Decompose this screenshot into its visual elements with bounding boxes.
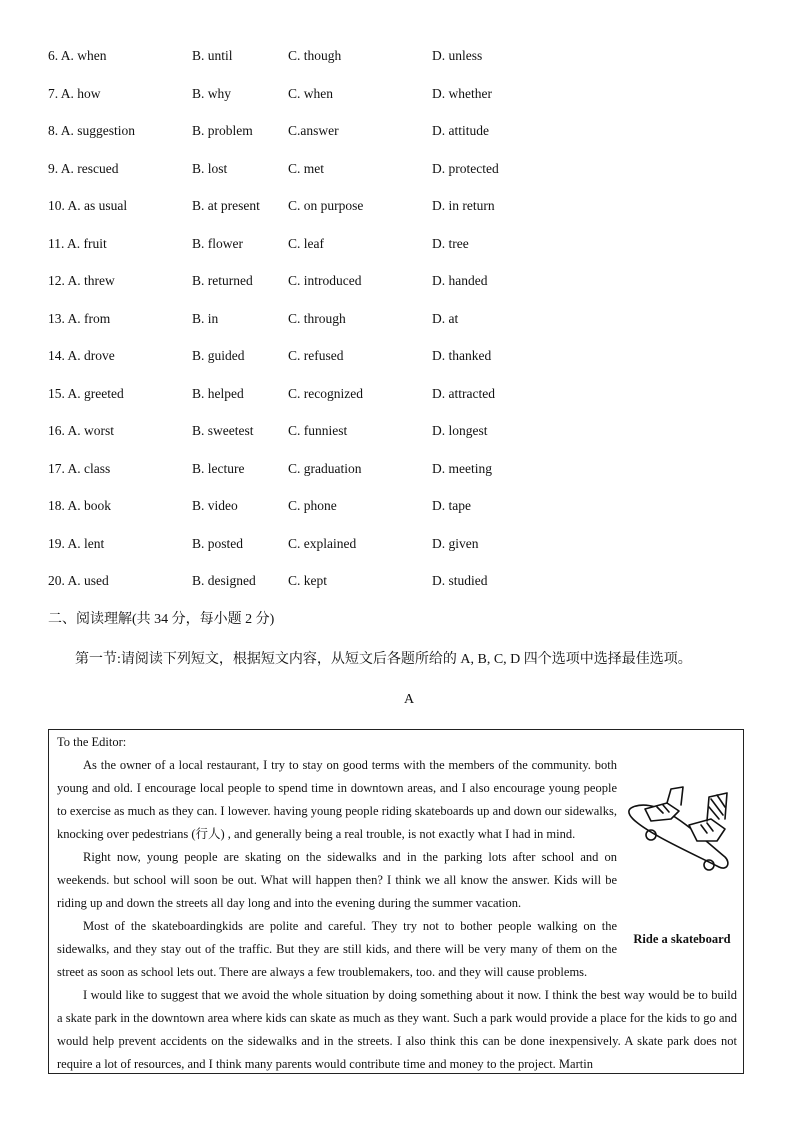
option-d: D. tape — [432, 498, 471, 513]
option-c: C. leaf — [288, 235, 324, 251]
question-row — [48, 156, 748, 194]
option-c: C. met — [288, 160, 324, 176]
option-d: D. unless — [432, 48, 483, 63]
option-b: B. problem — [192, 123, 253, 138]
option-c: C. on purpose — [288, 198, 364, 213]
option-b: B. returned — [192, 273, 253, 288]
option-b: B. sweetest — [192, 423, 254, 438]
question-row — [48, 568, 748, 606]
option-a: 9. A. rescued — [48, 160, 119, 176]
letter-paragraph: I would like to suggest that we avoid the whole situation by doing something about it now. I think the best way would be to build a skate park in the downtown area where kids can skate as much as they want. Such a park would provide a place for the kids to go and would help prevent accidents on the sidewalks and in the streets. I also think this can be done inexpensively. A skate park does not require a lot of resources, and I think many parents would contribute time and money to the project. Martin — [57, 988, 737, 1071]
question-row — [48, 81, 748, 119]
option-a: 6. A. when — [48, 48, 107, 63]
option-a: 15. A. greeted — [48, 385, 124, 401]
question-options-list — [48, 43, 748, 606]
option-a: 7. A. how — [48, 85, 101, 101]
option-b: B. lost — [192, 160, 228, 176]
option-b: B. why — [192, 85, 232, 101]
option-c: C. though — [288, 48, 342, 63]
option-a: 16. A. worst — [48, 423, 115, 438]
option-d: D. tree — [432, 235, 469, 251]
question-row — [48, 43, 748, 81]
passage-box — [48, 729, 744, 1074]
option-a: 19. A. lent — [48, 535, 105, 551]
option-c: C. refused — [288, 348, 344, 363]
option-c: C. funniest — [288, 423, 348, 438]
option-c: C. explained — [288, 535, 357, 551]
option-d: D. meeting — [432, 460, 492, 476]
option-d: D. in return — [432, 198, 495, 213]
option-a: 11. A. fruit — [48, 235, 107, 251]
option-b: B. helped — [192, 385, 244, 401]
option-c: C. graduation — [288, 460, 362, 476]
option-a: 10. A. as usual — [48, 198, 128, 213]
question-row — [48, 343, 748, 381]
figure-caption: Ride a skateboard — [633, 932, 731, 946]
option-a: 18. A. book — [48, 498, 112, 513]
option-c: C. phone — [288, 498, 337, 513]
option-c: C.answer — [288, 123, 339, 138]
question-row — [48, 493, 748, 531]
question-row — [48, 231, 748, 269]
option-b: B. lecture — [192, 460, 245, 476]
option-d: D. thanked — [432, 348, 492, 363]
option-a: 8. A. suggestion — [48, 123, 136, 138]
option-d: D. whether — [432, 85, 492, 101]
option-b: B. in — [192, 310, 219, 326]
option-d: D. attracted — [432, 385, 495, 401]
option-b: B. flower — [192, 235, 243, 251]
option-a: 20. A. used — [48, 573, 109, 588]
option-c: C. through — [288, 310, 346, 326]
option-b: B. at present — [192, 198, 260, 213]
skateboard-illustration-icon — [627, 785, 739, 877]
option-c: C. introduced — [288, 273, 362, 288]
question-row — [48, 118, 748, 156]
question-row — [48, 418, 748, 456]
option-c: C. when — [288, 85, 333, 101]
option-a: 12. A. threw — [48, 273, 115, 288]
passage-label: A — [403, 692, 415, 707]
section-title: 二、阅读理解(共 34 分，每小题 2 分) — [48, 612, 275, 627]
option-c: C. recognized — [288, 385, 363, 401]
question-row — [48, 381, 748, 419]
option-a: 17. A. class — [48, 460, 111, 476]
option-d: D. longest — [432, 423, 488, 438]
option-d: D. at — [432, 310, 459, 326]
option-d: D. studied — [432, 573, 488, 588]
option-c: C. kept — [288, 573, 327, 588]
option-a: 14. A. drove — [48, 348, 115, 363]
option-b: B. guided — [192, 348, 245, 363]
section-instructions: 第一节:请阅读下列短文，根据短文内容，从短文后各题所给的 A, B, C, D 四个选项中选择最佳选项。 — [75, 652, 692, 667]
letter-greeting: To the Editor: — [57, 735, 127, 749]
option-b: B. video — [192, 498, 238, 513]
letter-paragraph: Most of the skateboardingkids are polite and careful. They try not to bother people walking on the sidewalks, and they stay out of the traffic. But they are still kids, and there will be very many of them on the street as soon as school lets out. There are always a few troublemakers, too. and they will cause problems. — [57, 919, 617, 979]
question-row — [48, 306, 748, 344]
option-b: B. designed — [192, 573, 256, 588]
option-d: D. given — [432, 535, 479, 551]
letter-paragraph: As the owner of a local restaurant, I try to stay on good terms with the members of the community. both young and old. I encourage local people to spend time in downtown areas, and I also encourage young people to exercise as much as they can. I lowever. having young people riding skateboards up and down our sidewalks, knocking over pedestrians (行人) , and generally being a real trouble, is not exactly what I had in mind. — [57, 758, 617, 841]
question-row — [48, 456, 748, 494]
letter-paragraph: Right now, young people are skating on the sidewalks and in the parking lots after school and on weekends. but school will soon be out. What will happen then? I think we all know the answer. Kids will be riding up and down the streets all day long and into the evening during the summer vacation. — [57, 850, 617, 910]
option-a: 13. A. from — [48, 310, 111, 326]
option-d: D. protected — [432, 160, 499, 176]
skateboard-figure — [623, 781, 741, 946]
option-b: B. until — [192, 48, 233, 63]
option-d: D. attitude — [432, 123, 489, 138]
option-d: D. handed — [432, 273, 488, 288]
question-row — [48, 531, 748, 569]
option-b: B. posted — [192, 535, 244, 551]
question-row — [48, 193, 748, 231]
question-row — [48, 268, 748, 306]
